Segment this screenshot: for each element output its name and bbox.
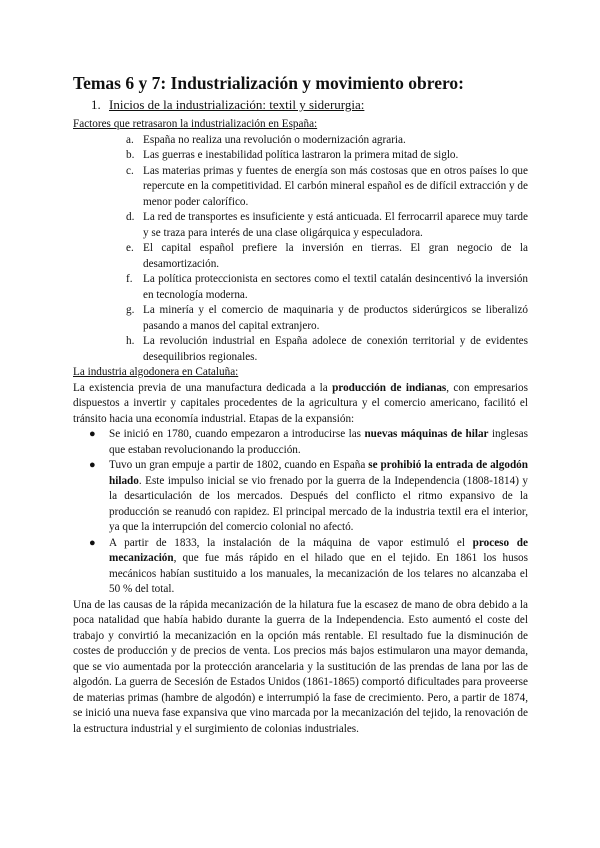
- stage-text-after: . Este impulso inicial se vio frenado por la guerra de la Independencia (1808-1814) y la desarticulación de los mercados. Después del conflicto el ritmo expansivo de la producción se reanudó con rapidez. El principal mercado de la industria textil era el interior, ya que la interrupción del comercio colonial no afectó.: [109, 474, 528, 533]
- list-item: [73, 427, 528, 458]
- list-item: [73, 303, 528, 334]
- list-item-text: Las materias primas y fuentes de energía son más costosas que en otros países lo que repercute en la competitividad. El carbón mineral español es de difícil extracción y de menor poder calorífico.: [143, 164, 528, 208]
- list-item: [73, 210, 528, 241]
- list-marker: g.: [126, 304, 135, 316]
- cotton-heading: La industria algodonera en Cataluña:: [73, 366, 239, 378]
- list-item: [73, 164, 528, 211]
- bullet-icon: ●: [89, 536, 96, 549]
- list-item-text: El capital español prefiere la inversión en tierras. El gran negocio de la desamortización.: [143, 242, 528, 270]
- factors-list: [73, 133, 528, 366]
- bullet-icon: ●: [89, 428, 96, 440]
- list-marker: a.: [126, 133, 134, 146]
- stage-text-before: A partir de 1833, la instalación de la máquina de vapor estimuló el: [109, 536, 473, 549]
- stage-text-after: , que fue más rápido en el hilado que en el tejido. En 1861 los husos mecánicos habían sustituido a los manuales, la mecanización de los telares no alcanzaba el 50 % del total.: [109, 552, 528, 595]
- expansion-stages-list: [73, 427, 528, 598]
- intro-bold-term: producción de indianas: [332, 381, 447, 394]
- stage-bold-term: nuevas máquinas de hilar: [364, 428, 489, 440]
- stage-text-after: inglesas que estaban revolucionando la producción.: [109, 428, 528, 456]
- bullet-icon: ●: [89, 459, 96, 471]
- intro-text-after: , con empresarios dispuestos a invertir y capitales procedentes de la agricultura y el comercio americano, facilitó el tránsito hacia una economía industrial. Etapas de la expansión:: [73, 381, 528, 425]
- list-marker: d.: [126, 211, 135, 223]
- list-item: [73, 148, 528, 164]
- list-item: [73, 272, 528, 303]
- list-marker: f.: [126, 273, 133, 285]
- list-item-text: La red de transportes es insuficiente y está anticuada. El ferrocarril aparece muy tarde y se traza para interés de una clase oligárquica y especuladora.: [143, 211, 528, 239]
- list-item: [73, 458, 528, 536]
- list-item-text: España no realiza una revolución o modernización agraria.: [143, 133, 406, 146]
- section-heading: [91, 97, 528, 113]
- document-page: [73, 72, 528, 737]
- section-number: 1.: [91, 97, 101, 112]
- stage-bold-term: proceso de mecanización: [109, 536, 528, 564]
- section-title: Inicios de la industrialización: textil y siderurgia:: [109, 97, 365, 112]
- intro-text-before: La existencia previa de una manufactura dedicada a la: [73, 381, 333, 394]
- stage-text-before: Se inició en 1780, cuando empezaron a introducirse las: [109, 428, 365, 440]
- closing-paragraph: Una de las causas de la rápida mecanización de la hilatura fue la escasez de mano de obra debido a la poca natalidad que había habido durante la guerra de la Independencia. Esto aumentó el coste del trabajo y convirtió la mecanización en la opción más rentable. El resultado fue la disminución de costes de producción y de precios de venta. Los precios más bajos estimularon una mayor demanda, que se vio aumentada por la protección arancelaria y la sustitución de las prendas de lana por las de algodón. La guerra de Secesión de Estados Unidos (1861-1865) comportó dificultades para proveerse de materias primas (hambre de algodón) e interrumpió la fase de crecimiento. Pero, a partir de 1874, se inició una nueva fase expansiva que vino marcada por la mecanización del tejido, la renovación de la estructura industrial y el surgimiento de colonias industriales.: [73, 598, 528, 735]
- page-title: Temas 6 y 7: Industrialización y movimiento obrero:: [73, 73, 464, 93]
- list-marker: b.: [126, 149, 135, 161]
- list-marker: e.: [126, 242, 134, 254]
- list-item-text: La política proteccionista en sectores como el textil catalán desincentivó la inversión en tecnología moderna.: [143, 273, 528, 301]
- list-item: [73, 334, 528, 365]
- list-item: [73, 241, 528, 272]
- stage-text-before: Tuvo un gran empuje a partir de 1802, cuando en España: [109, 459, 369, 471]
- list-item: [73, 536, 528, 598]
- stage-bold-term: se prohibió la entrada de algodón hilado: [109, 459, 528, 487]
- list-item-text: Las guerras e inestabilidad política lastraron la primera mitad de siglo.: [143, 149, 459, 161]
- factors-heading: Factores que retrasaron la industrialización en España:: [73, 118, 318, 130]
- list-item-text: La revolución industrial en España adolece de conexión territorial y de evidentes desequilibrios regionales.: [143, 335, 528, 363]
- list-item-text: La minería y el comercio de maquinaria y de productos siderúrgicos se liberalizó pasando a manos del capital extranjero.: [143, 304, 528, 332]
- list-item: [73, 133, 528, 149]
- cotton-intro-paragraph: [73, 381, 528, 428]
- list-marker: h.: [126, 335, 135, 347]
- list-marker: c.: [126, 164, 134, 177]
